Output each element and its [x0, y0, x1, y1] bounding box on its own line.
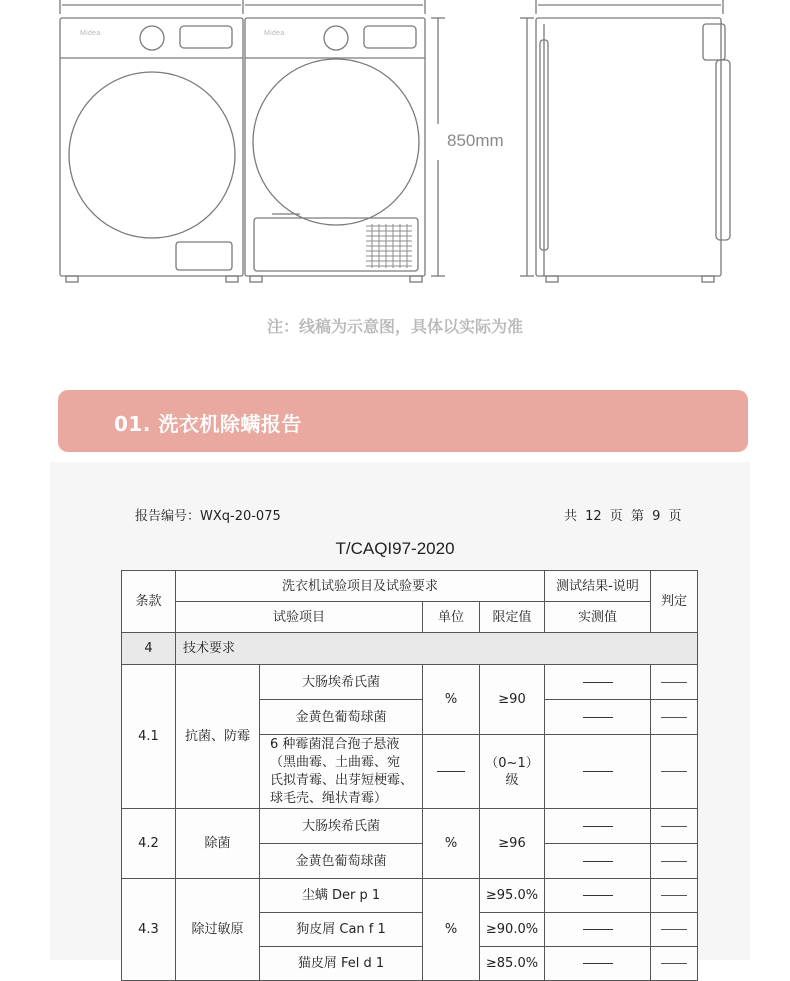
dash-mark: [583, 682, 613, 683]
dash-mark: [661, 717, 687, 718]
dash-mark: [661, 861, 687, 862]
dash-mark: [661, 895, 687, 896]
dash-mark: [661, 682, 687, 683]
unit-cell: %: [423, 809, 480, 879]
header-item: 试验项目: [176, 602, 423, 633]
unit-cell: %: [423, 665, 480, 735]
clause-4-2: 4.2: [122, 809, 176, 879]
clause-4-3: 4.3: [122, 879, 176, 981]
judge-cell: [651, 665, 698, 700]
dash-mark: [661, 963, 687, 964]
test-spec-table: [121, 570, 698, 981]
judge-cell: [651, 913, 698, 947]
measured-cell: [545, 735, 651, 809]
limit-line: （0~1）: [485, 755, 539, 771]
judge-cell: [651, 735, 698, 809]
report-page-info: 共 12 页 第 9 页: [564, 509, 682, 524]
table-row: [122, 809, 698, 844]
section-clause: 4: [122, 633, 176, 665]
measured-cell: [545, 844, 651, 879]
table-header-row: [122, 571, 698, 602]
table-row: [122, 665, 698, 700]
judge-cell: [651, 879, 698, 913]
report-number: 报告编号：WXq-20-075: [135, 509, 281, 524]
section-banner: [58, 390, 748, 452]
item-cell: 金黄色葡萄球菌: [260, 844, 423, 879]
dash-mark: [583, 717, 613, 718]
item-line: （黑曲霉、土曲霉、宛: [270, 754, 401, 770]
measured-cell: [545, 809, 651, 844]
header-measured: 实测值: [545, 602, 651, 633]
item-line: 氏拟青霉、出芽短梗霉、: [270, 772, 414, 788]
measured-cell: [545, 700, 651, 735]
limit-cell: [480, 735, 545, 809]
dash-mark: [583, 771, 613, 772]
dash-mark: [583, 929, 613, 930]
report-standard: T/CAQI97-2020: [335, 539, 455, 558]
header-unit: 单位: [423, 602, 480, 633]
brand-logo-dryer: Midea: [264, 30, 285, 37]
brand-logo-washer: Midea: [80, 30, 101, 37]
judge-cell: [651, 947, 698, 981]
dash-mark: [583, 861, 613, 862]
table-subheader-row: [122, 602, 698, 633]
limit-cell: ≥90: [480, 665, 545, 735]
header-judge: 判定: [651, 571, 698, 633]
dash-mark: [583, 963, 613, 964]
item-cell: 尘螨 Der p 1: [260, 879, 423, 913]
header-limit: 限定值: [480, 602, 545, 633]
header-result-title: 测试结果-说明: [545, 571, 651, 602]
limit-cell: ≥95.0%: [480, 879, 545, 913]
judge-cell: [651, 700, 698, 735]
table-row: [122, 879, 698, 913]
limit-line: 级: [505, 772, 519, 788]
item-cell: 大肠埃希氏菌: [260, 665, 423, 700]
category-4-1: 抗菌、防霉: [176, 665, 260, 809]
product-dimension-drawing: [0, 0, 790, 300]
unit-cell: [423, 735, 480, 809]
item-cell: 金黄色葡萄球菌: [260, 700, 423, 735]
measured-cell: [545, 879, 651, 913]
category-4-3: 除过敏原: [176, 879, 260, 981]
dash-mark: [661, 929, 687, 930]
dash-mark: [661, 826, 687, 827]
clause-4-1: 4.1: [122, 665, 176, 809]
drawing-note: 注：线稿为示意图，具体以实际为准: [266, 317, 523, 336]
unit-cell: %: [423, 879, 480, 981]
limit-cell: ≥85.0%: [480, 947, 545, 981]
item-line: 球毛壳、绳状青霉）: [270, 790, 388, 806]
measured-cell: [545, 913, 651, 947]
limit-cell: ≥96: [480, 809, 545, 879]
item-cell: 大肠埃希氏菌: [260, 809, 423, 844]
judge-cell: [651, 844, 698, 879]
item-cell-mold: [260, 735, 423, 809]
item-line: 6 种霉菌混合孢子悬液: [270, 736, 400, 752]
item-cell: 猫皮屑 Fel d 1: [260, 947, 423, 981]
category-4-2: 除菌: [176, 809, 260, 879]
measured-cell: [545, 947, 651, 981]
section-title: 01. 洗衣机除螨报告: [114, 412, 302, 436]
measured-cell: [545, 665, 651, 700]
item-cell: 狗皮屑 Can f 1: [260, 913, 423, 947]
header-group-title: 洗衣机试验项目及试验要求: [176, 571, 545, 602]
height-dimension-label: 850mm: [447, 131, 504, 150]
dash-mark: [661, 771, 687, 772]
table-row: [122, 633, 698, 665]
dash-mark: [583, 826, 613, 827]
limit-cell: ≥90.0%: [480, 913, 545, 947]
header-clause: 条款: [122, 571, 176, 633]
dash-mark: [437, 771, 465, 772]
section-title-cell: 技术要求: [176, 633, 698, 665]
judge-cell: [651, 809, 698, 844]
dash-mark: [583, 895, 613, 896]
